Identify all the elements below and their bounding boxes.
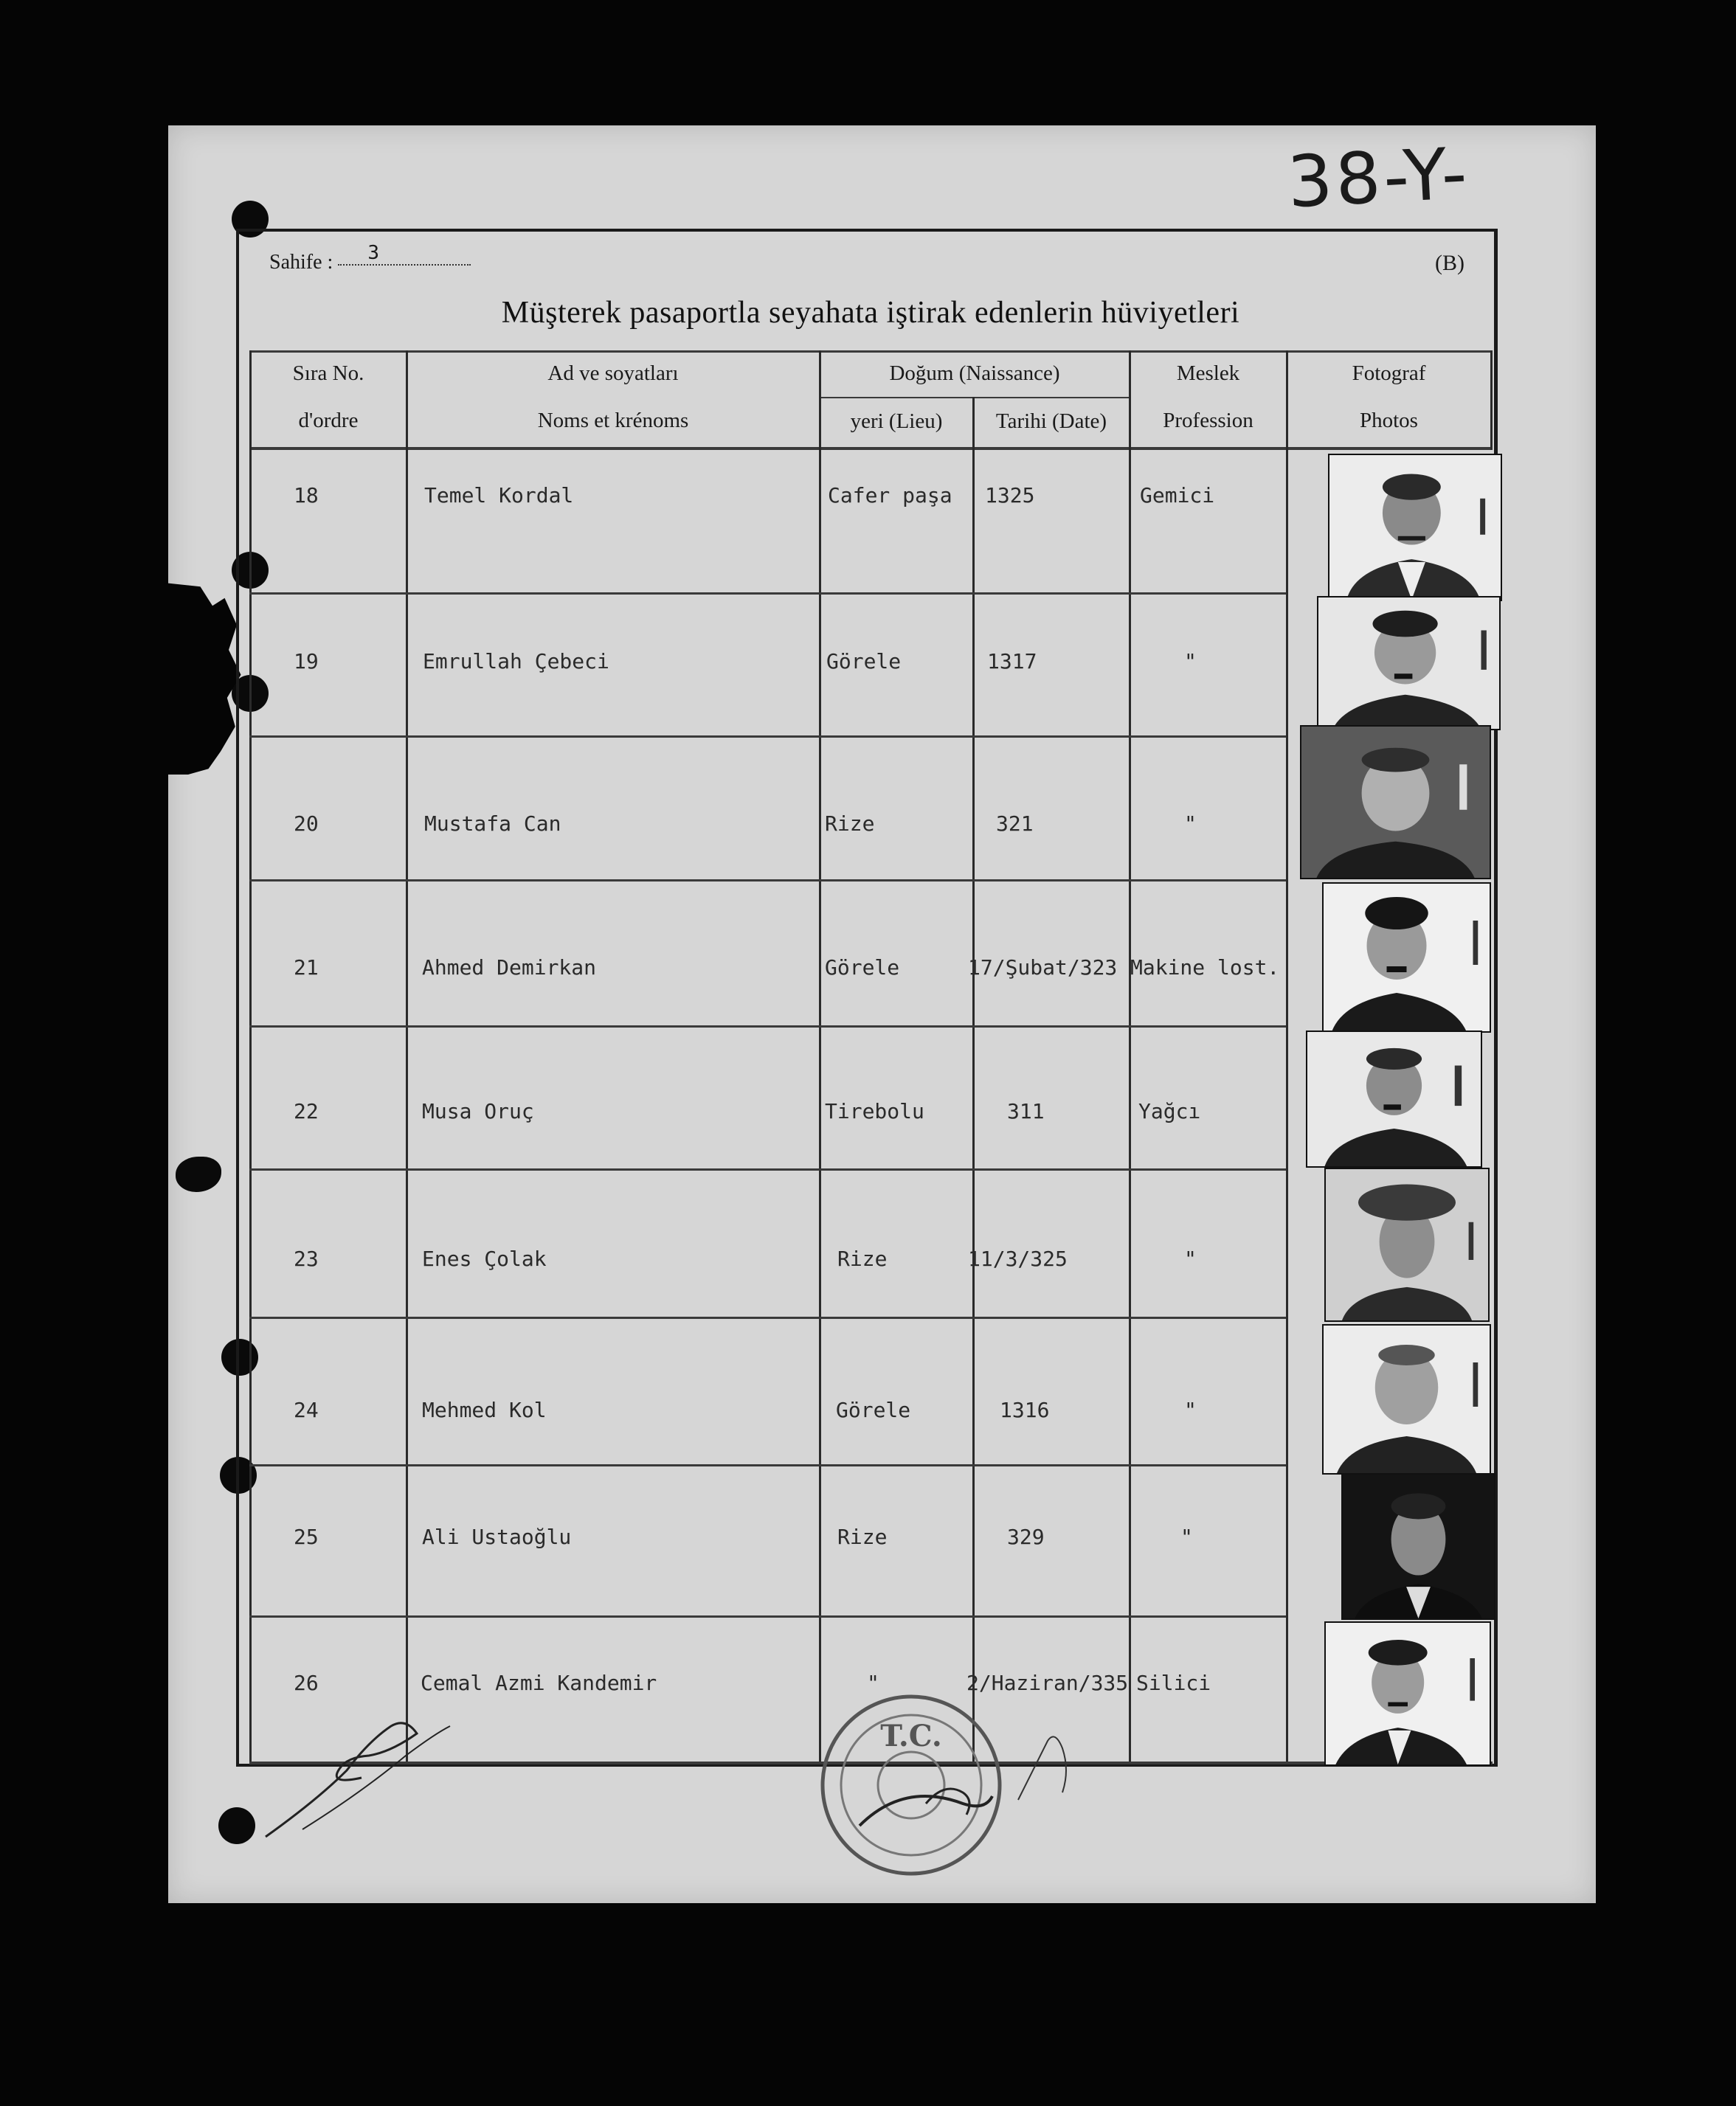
row-birthplace: Rize [837,1525,888,1549]
row-profession: " [1184,1398,1197,1422]
row-name: Temel Kordal [424,483,574,508]
row-name: Mehmed Kol [422,1398,547,1422]
header-tarihi: Tarihi (Date) [995,409,1107,433]
row-birthplace: Rize [825,811,875,836]
row-profession: Yağcı [1138,1099,1201,1123]
row-number: 20 [294,811,319,836]
signature-scribble [258,1711,465,1844]
portrait-photo [1300,725,1491,879]
archive-mark: 38-Y- [1285,131,1473,224]
row-profession: Silici [1136,1671,1211,1695]
row-number: 25 [294,1525,319,1549]
row-number: 22 [294,1099,319,1123]
portrait-photo [1322,882,1491,1033]
header-yeri: yeri (Lieu) [850,409,943,433]
row-rule [249,1464,1286,1466]
header-foto-fr: Photos [1360,409,1418,432]
row-birthplace: " [867,1671,879,1695]
column-divider [249,350,252,1763]
header-ad-fr: Noms et krénoms [537,409,689,432]
page-number-field [269,242,471,274]
row-birthdate: 321 [996,811,1034,836]
row-profession: Gemici [1140,483,1215,508]
row-birthdate: 311 [1007,1099,1045,1123]
row-rule [249,735,1286,738]
row-name: Mustafa Can [424,811,561,836]
header-top-rule [249,350,1493,353]
portrait-photo [1306,1031,1482,1168]
row-name: Ahmed Demirkan [422,955,597,980]
column-divider [1129,350,1131,1763]
row-birthplace: Cafer paşa [828,483,952,508]
row-profession: " [1184,1247,1197,1271]
row-birthplace: Tirebolu [825,1099,924,1123]
row-name: Ali Ustaoğlu [422,1525,572,1549]
row-birthdate: 11/3/325 [968,1247,1068,1271]
header-sira-fr: d'ordre [298,409,359,432]
row-rule [249,592,1286,595]
row-number: 26 [294,1671,319,1695]
row-number: 23 [294,1247,319,1271]
header-foto-tr: Fotograf [1352,361,1426,385]
column-divider [819,350,821,1763]
row-birthplace: Görele [826,649,902,673]
signature-scribble [1011,1726,1077,1807]
form-title: Müşterek pasaportla seyahata iştirak edenlerin hüviyetleri [501,296,1240,330]
column-divider [972,397,975,1763]
punch-hole [218,1807,255,1844]
row-birthplace: Rize [837,1247,888,1271]
portrait-photo [1322,1324,1491,1475]
header-bottom-rule [249,447,1493,450]
column-divider [406,350,408,1763]
row-name: Musa Oruç [422,1099,534,1123]
header-ad-tr: Ad ve soyatları [547,361,679,385]
row-birthdate: 1325 [985,483,1035,508]
portrait-photo [1328,454,1502,601]
row-number: 21 [294,955,319,980]
page-number-label: Sahife : [269,251,333,274]
row-name: Cemal Azmi Kandemir [421,1671,657,1695]
seal-text: T.C. [880,1719,942,1753]
form-code: (B) [1435,251,1464,275]
row-name: Emrullah Çebeci [423,649,609,673]
row-rule [249,879,1286,881]
row-rule [249,1317,1286,1319]
row-birthdate: 2/Haziran/335 [966,1671,1129,1695]
portrait-photo [1324,1168,1490,1322]
page-number-value: 3 [338,242,471,266]
portrait-photo [1341,1473,1495,1620]
row-profession: " [1184,811,1197,836]
row-birthdate: 329 [1007,1525,1045,1549]
row-profession: " [1180,1525,1193,1549]
row-name: Enes Çolak [422,1247,547,1271]
column-divider [1490,350,1493,450]
column-divider [1286,350,1288,1763]
row-birthdate: 1316 [1000,1398,1050,1422]
row-birthplace: Görele [836,1398,911,1422]
header-dogum: Doğum (Naissance) [889,361,1060,385]
row-rule [249,1168,1286,1171]
header-meslek-tr: Meslek [1176,361,1240,385]
header-meslek-fr: Profession [1163,409,1253,432]
row-number: 18 [294,483,319,508]
portrait-photo [1324,1621,1491,1766]
row-rule [249,1615,1286,1618]
row-rule [249,1025,1286,1028]
row-profession: " [1184,649,1197,673]
header-sira-tr: Sıra No. [292,361,364,385]
portrait-photo [1317,596,1501,730]
row-profession: Makine lost. [1130,955,1280,980]
row-birthplace: Görele [825,955,900,980]
row-birthdate: 1317 [987,649,1037,673]
row-birthdate: 17/Şubat/323 [968,955,1118,980]
official-seal [815,1693,1007,1877]
row-number: 24 [294,1398,319,1422]
row-number: 19 [294,649,319,673]
